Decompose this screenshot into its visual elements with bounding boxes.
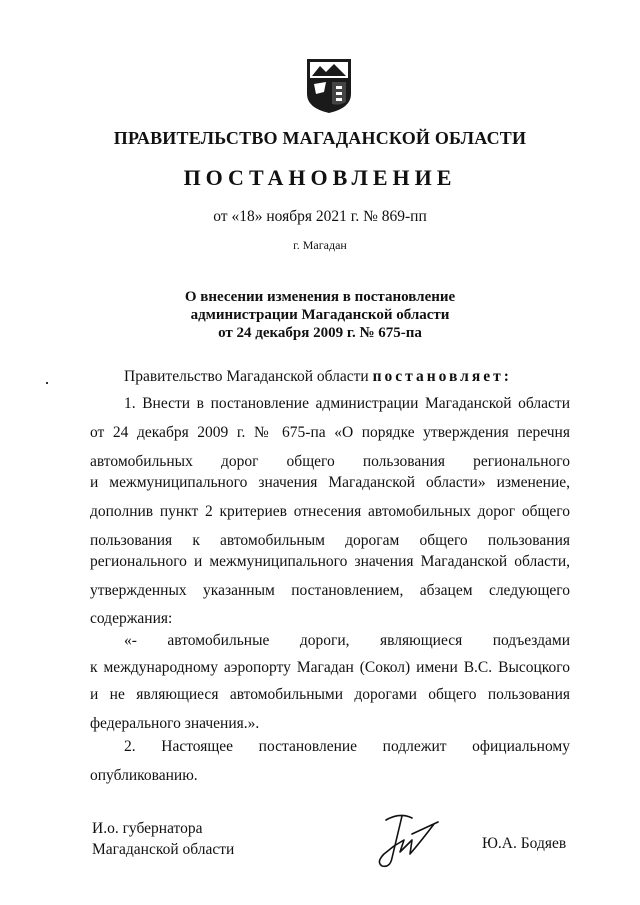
body-line: дополнив пункт 2 критериев отнесения автомобильных дорог общего — [90, 503, 570, 520]
body-line: автомобильных дорог общего пользования регионального — [90, 453, 570, 470]
city-label: г. Магадан — [293, 238, 347, 252]
intro-text: Правительство Магаданской области — [124, 368, 369, 385]
body-line: федерального значения.». — [90, 715, 260, 732]
intro-line — [124, 368, 524, 386]
body-line: «- автомобильные дороги, являющиеся подъездами — [124, 632, 570, 649]
body-line: 2. Настоящее постановление подлежит официальному — [124, 738, 570, 755]
body-line: утвержденных указанным постановлением, абзацем следующего — [90, 582, 570, 599]
body-line: пользования к автомобильным дорогам общего пользования — [90, 532, 570, 549]
date-and-number: от «18» ноября 2021 г. № 869-пп — [213, 208, 427, 225]
signatory-position: И.о. губернатора — [92, 820, 203, 837]
body-line: содержания: — [90, 610, 173, 627]
document-title-line: от 24 декабря 2009 г. № 675-па — [218, 325, 422, 341]
body-line: 1. Внести в постановление администрации Магаданской области — [124, 395, 570, 412]
government-heading: ПРАВИТЕЛЬСТВО МАГАДАНСКОЙ ОБЛАСТИ — [113, 128, 527, 148]
signatory-name: Ю.А. Бодяев — [482, 835, 567, 852]
document-type-heading: ПОСТАНОВЛЕНИЕ — [183, 165, 457, 190]
handwritten-signature — [372, 810, 442, 872]
intro-verb: постановляет: — [372, 368, 512, 385]
scan-speck — [46, 382, 48, 384]
body-line: регионального и межмуниципального значения Магаданской области, — [90, 553, 570, 570]
signatory-position: Магаданской области — [92, 841, 235, 858]
body-line: опубликованию. — [90, 767, 198, 784]
document-title-line: администрации Магаданской области — [190, 307, 450, 323]
coat-of-arms-icon — [306, 58, 352, 114]
document-title-line: О внесении изменения в постановление — [184, 289, 456, 305]
body-line: от 24 декабря 2009 г. № 675-па «О порядке утверждения перечня — [90, 424, 570, 441]
body-line: и межмуниципального значения Магаданской области» изменение, — [90, 474, 570, 491]
body-line: к международному аэропорту Магадан (Сокол) имени В.С. Высоцкого — [90, 659, 570, 676]
body-line: и не являющиеся автомобильными дорогами общего пользования — [90, 686, 570, 703]
